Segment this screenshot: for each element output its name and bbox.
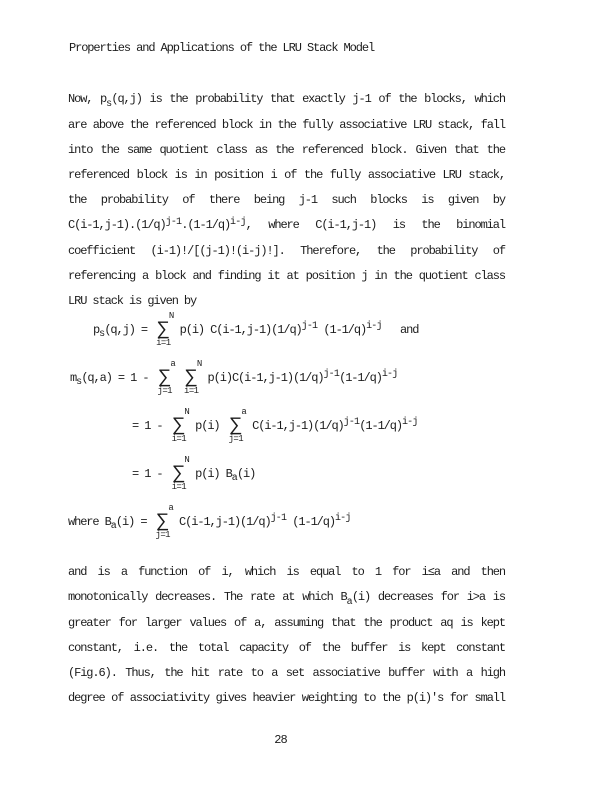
subscript: a [231, 472, 237, 484]
text-run: C(i-1,j-1).(1/q) [68, 218, 166, 232]
text-line [68, 138, 505, 163]
text-run: m [70, 371, 77, 385]
text-run: (q,a) = 1 - [81, 371, 155, 385]
text-run: = 1 - [132, 419, 169, 433]
sum-lower-limit: j=1 [157, 386, 172, 396]
superscript: i-j [381, 368, 398, 380]
summation-symbol [171, 455, 190, 492]
text-run: constant, i.e. the total capacity of the buffer is kept constant [68, 641, 505, 655]
text-run: referencing a block and finding it at position j in the quotient class [68, 269, 505, 283]
text-run: p [93, 323, 100, 337]
sum-lower-limit: j=1 [155, 530, 170, 540]
text-line [68, 636, 505, 661]
sigma-glyph: ∑ [173, 462, 185, 484]
subscript: s [99, 328, 105, 340]
text-line [68, 611, 505, 636]
sum-lower-limit: i=1 [171, 482, 187, 492]
text-run: (q,j) is the probability that exactly j-1 of the blocks, which [111, 92, 506, 106]
text-run: and [381, 323, 419, 337]
superscript: j-1 [165, 217, 182, 228]
text-line [68, 213, 505, 239]
text-run: the probability of there being j-1 such blocks is given by [68, 193, 505, 207]
text-run: degree of associativity gives heavier weighting to the p(i)'s for small [68, 691, 505, 705]
summation-symbol [228, 407, 247, 444]
sigma-glyph: ∑ [185, 366, 197, 388]
sum-upper-limit: N [184, 455, 190, 465]
sum-upper-limit: N [184, 407, 190, 417]
text-line [68, 163, 505, 188]
text-run: (Fig.6). Thus, the hit rate to a set associative buffer with a high [68, 666, 505, 680]
text-line [68, 585, 505, 611]
text-line [68, 560, 505, 585]
equation-line [132, 450, 505, 498]
text-run: C(i-1,j-1)(1/q) [246, 419, 344, 433]
summation-symbol [157, 359, 176, 396]
equation-line [132, 402, 505, 450]
text-run: coefficient (i-1)!/[(j-1)!(i-j)!]. Therefore, the probability of [68, 244, 505, 258]
summation-symbol [171, 407, 190, 444]
superscript: i-j [334, 512, 351, 524]
sigma-glyph: ∑ [230, 414, 242, 436]
summation-symbol [184, 359, 202, 396]
sum-upper-limit: N [196, 359, 202, 369]
text-run: and is a function of i, which is equal to 1 for i≤a and then [68, 565, 505, 579]
text-line [68, 686, 505, 711]
text-run: monotonically decreases. The rate at which B [68, 590, 347, 604]
text-run: (q,j) = [104, 323, 154, 337]
summation-symbol [156, 311, 174, 348]
sum-lower-limit: j=1 [228, 434, 244, 444]
text-run: (1-1/q) [286, 515, 335, 529]
sum-lower-limit: i=1 [184, 386, 199, 396]
text-line [68, 239, 505, 264]
subscript: a [110, 520, 116, 532]
text-run: Now, p [68, 92, 107, 106]
text-line [68, 113, 505, 138]
summation-symbol [155, 503, 174, 540]
text-run: (i) = [115, 515, 153, 529]
equation-line [93, 306, 505, 354]
text-line [68, 264, 505, 289]
text-run: p(i) C(i-1,j-1)(1/q) [173, 323, 302, 337]
text-run: p(i) B [189, 467, 232, 481]
text-run: = 1 - [132, 467, 169, 481]
text-run: C(i-1,j-1)(1/q) [172, 515, 271, 529]
text-run: p(i)C(i-1,j-1)(1/q) [201, 371, 324, 385]
superscript: j-1 [343, 416, 360, 428]
text-line [68, 87, 505, 113]
sum-upper-limit: a [168, 503, 174, 513]
text-run: into the same quotient class as the referenced block. Given that the [68, 143, 505, 157]
equation-line [70, 354, 505, 402]
text-run: (1-1/q) [317, 323, 367, 337]
text-run: (1-1/q) [359, 419, 402, 433]
text-run: are above the referenced block in the fully associative LRU stack, fall [68, 118, 505, 132]
text-run: .(1-1/q) [181, 218, 231, 232]
sum-upper-limit: N [168, 311, 174, 321]
text-run: (1-1/q) [339, 371, 382, 385]
text-line [68, 661, 505, 686]
text-line [68, 188, 505, 213]
subscript: s [106, 99, 112, 110]
text-run: LRU stack is given by [68, 294, 197, 308]
text-run: where B [68, 515, 111, 529]
text-run: greater for larger values of a, assuming that the product aq is kept [68, 616, 505, 630]
text-run: (i) [236, 467, 256, 481]
sigma-glyph: ∑ [159, 366, 171, 388]
text-run [175, 371, 181, 385]
superscript: i-j [230, 217, 246, 228]
sigma-glyph: ∑ [173, 414, 185, 436]
superscript: j-1 [301, 320, 318, 332]
text-run: , where C(i-1,j-1) is the binomial [245, 218, 505, 232]
superscript: i-j [366, 320, 382, 332]
superscript: i-j [401, 416, 418, 428]
running-header: Properties and Applications of the LRU Stack Model [69, 41, 375, 55]
subscript: s [76, 376, 82, 388]
text-run: referenced block is in position i of the fully associative LRU stack, [68, 168, 505, 182]
subscript: a [346, 597, 352, 608]
equation-block [68, 306, 505, 546]
sum-lower-limit: i=1 [156, 338, 171, 348]
paragraph-2 [68, 560, 505, 711]
sigma-glyph: ∑ [157, 510, 169, 532]
sigma-glyph: ∑ [157, 318, 170, 340]
sum-upper-limit: a [170, 359, 176, 369]
superscript: j-1 [323, 368, 340, 380]
sum-upper-limit: a [241, 407, 247, 417]
text-run: p(i) [189, 419, 226, 433]
paragraph-1 [68, 87, 505, 314]
page-number: 28 [274, 733, 287, 747]
equation-line [68, 498, 505, 546]
text-run: (i) decreases for i>a is [351, 590, 506, 604]
superscript: j-1 [270, 512, 287, 524]
sum-lower-limit: i=1 [171, 434, 187, 444]
